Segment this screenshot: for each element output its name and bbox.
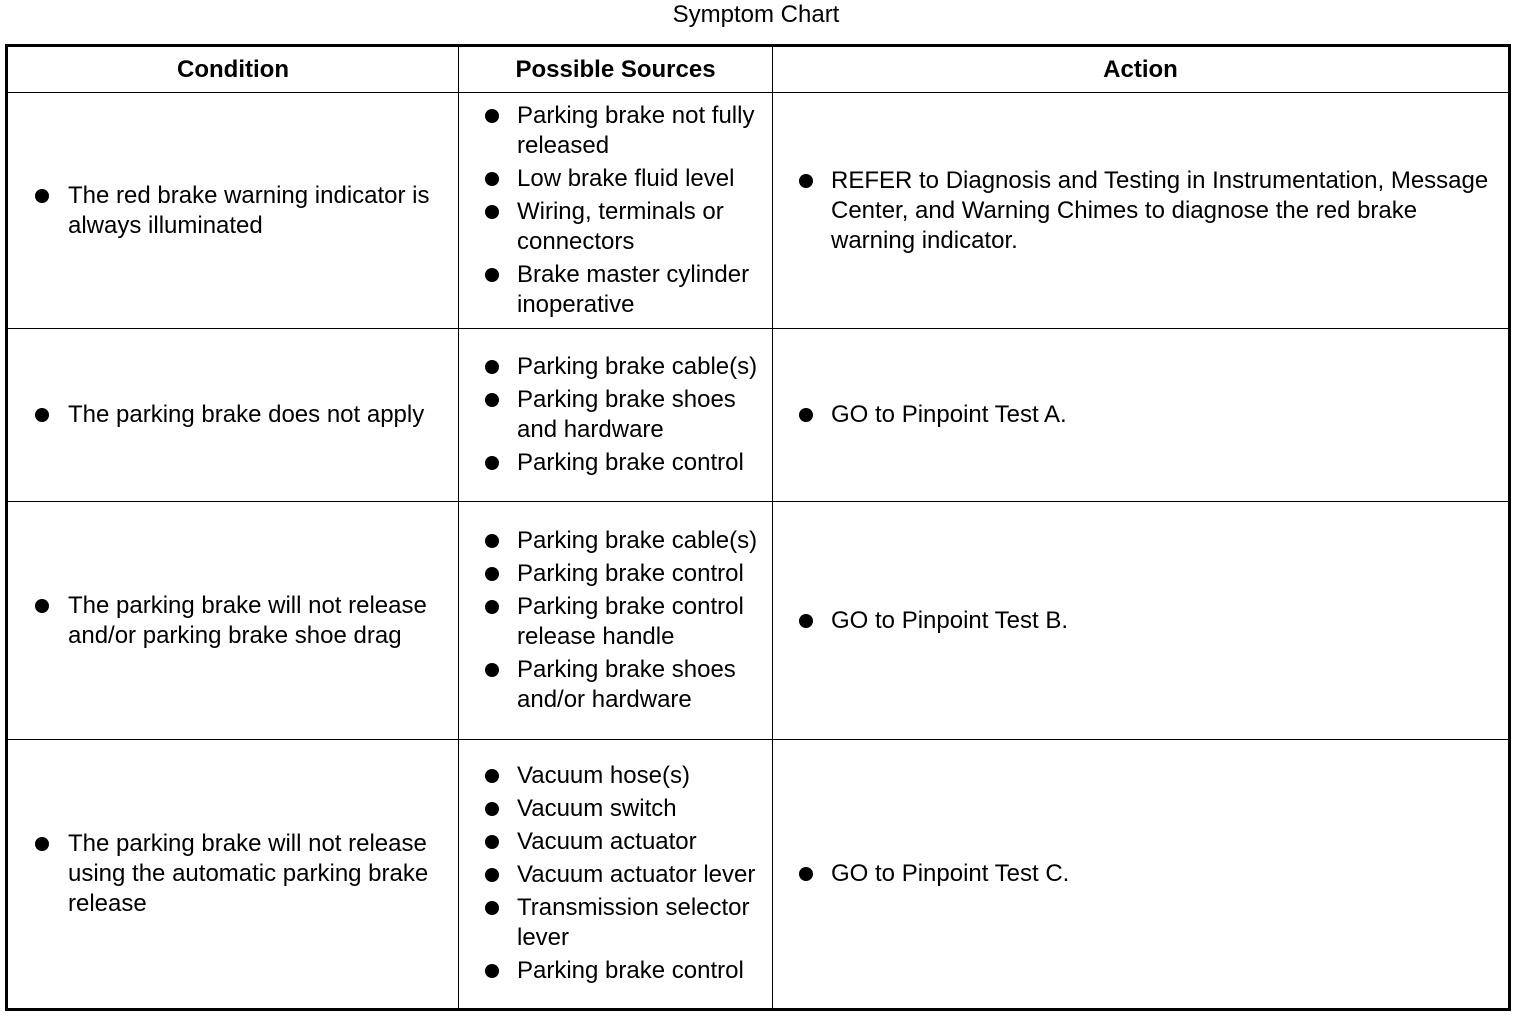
bullet-icon <box>485 868 499 882</box>
bullet-icon <box>35 599 49 613</box>
list-item: The red brake warning indicator is always illuminated <box>68 181 446 241</box>
list-item: Parking brake not fully released <box>517 101 764 161</box>
bullet-icon <box>485 567 499 581</box>
header-possible-sources: Possible Sources <box>459 46 773 93</box>
list-item: GO to Pinpoint Test C. <box>831 859 1492 889</box>
list-item: Wiring, terminals or connectors <box>517 197 764 257</box>
bullet-icon <box>485 663 499 677</box>
bullet-icon <box>485 172 499 186</box>
bullet-icon <box>799 614 813 628</box>
bullet-icon <box>485 268 499 282</box>
table-row <box>7 739 1510 1009</box>
bullet-icon <box>485 534 499 548</box>
list-item: Parking brake control <box>517 448 764 478</box>
list-item: Parking brake control release handle <box>517 592 764 652</box>
sources-cell <box>459 502 773 739</box>
header-condition: Condition <box>7 46 459 93</box>
bullet-icon <box>485 109 499 123</box>
condition-cell <box>7 502 459 739</box>
condition-cell <box>7 93 459 329</box>
symptom-table <box>5 44 1511 1011</box>
table-row <box>7 329 1510 502</box>
bullet-icon <box>485 205 499 219</box>
header-row <box>7 46 1510 93</box>
list-item: REFER to Diagnosis and Testing in Instrumentation, Message Center, and Warning Chimes to diagnose the red brake warning indicator. <box>831 166 1492 256</box>
condition-cell <box>7 329 459 502</box>
sources-cell <box>459 329 773 502</box>
list-item: Parking brake cable(s) <box>517 352 764 382</box>
list-item: The parking brake will not release using the automatic parking brake release <box>68 829 446 919</box>
list-item: GO to Pinpoint Test B. <box>831 606 1492 636</box>
list-item: Vacuum actuator <box>517 827 764 857</box>
list-item: Parking brake shoes and hardware <box>517 385 764 445</box>
bullet-icon <box>35 408 49 422</box>
action-cell <box>773 502 1510 739</box>
bullet-icon <box>799 174 813 188</box>
list-item: Parking brake control <box>517 956 764 986</box>
list-item: Parking brake shoes and/or hardware <box>517 655 764 715</box>
bullet-icon <box>485 802 499 816</box>
bullet-icon <box>799 408 813 422</box>
bullet-icon <box>35 189 49 203</box>
bullet-icon <box>35 837 49 851</box>
table-row <box>7 502 1510 739</box>
list-item: Brake master cylinder inoperative <box>517 260 764 320</box>
list-item: Vacuum actuator lever <box>517 860 764 890</box>
condition-cell <box>7 739 459 1009</box>
bullet-icon <box>799 867 813 881</box>
bullet-icon <box>485 769 499 783</box>
sources-cell <box>459 93 773 329</box>
list-item: Parking brake control <box>517 559 764 589</box>
list-item: Parking brake cable(s) <box>517 526 764 556</box>
bullet-icon <box>485 964 499 978</box>
list-item: Transmission selector lever <box>517 893 764 953</box>
bullet-icon <box>485 901 499 915</box>
list-item: Low brake fluid level <box>517 164 764 194</box>
bullet-icon <box>485 393 499 407</box>
list-item: The parking brake does not apply <box>68 400 446 430</box>
header-action: Action <box>773 46 1510 93</box>
bullet-icon <box>485 456 499 470</box>
bullet-icon <box>485 600 499 614</box>
list-item: Vacuum hose(s) <box>517 761 764 791</box>
action-cell <box>773 739 1510 1009</box>
list-item: The parking brake will not release and/or parking brake shoe drag <box>68 591 446 651</box>
table-row <box>7 93 1510 329</box>
page-title: Symptom Chart <box>672 1 840 28</box>
bullet-icon <box>485 360 499 374</box>
action-cell <box>773 329 1510 502</box>
list-item: GO to Pinpoint Test A. <box>831 400 1492 430</box>
list-item: Vacuum switch <box>517 794 764 824</box>
bullet-icon <box>485 835 499 849</box>
action-cell <box>773 93 1510 329</box>
sources-cell <box>459 739 773 1009</box>
